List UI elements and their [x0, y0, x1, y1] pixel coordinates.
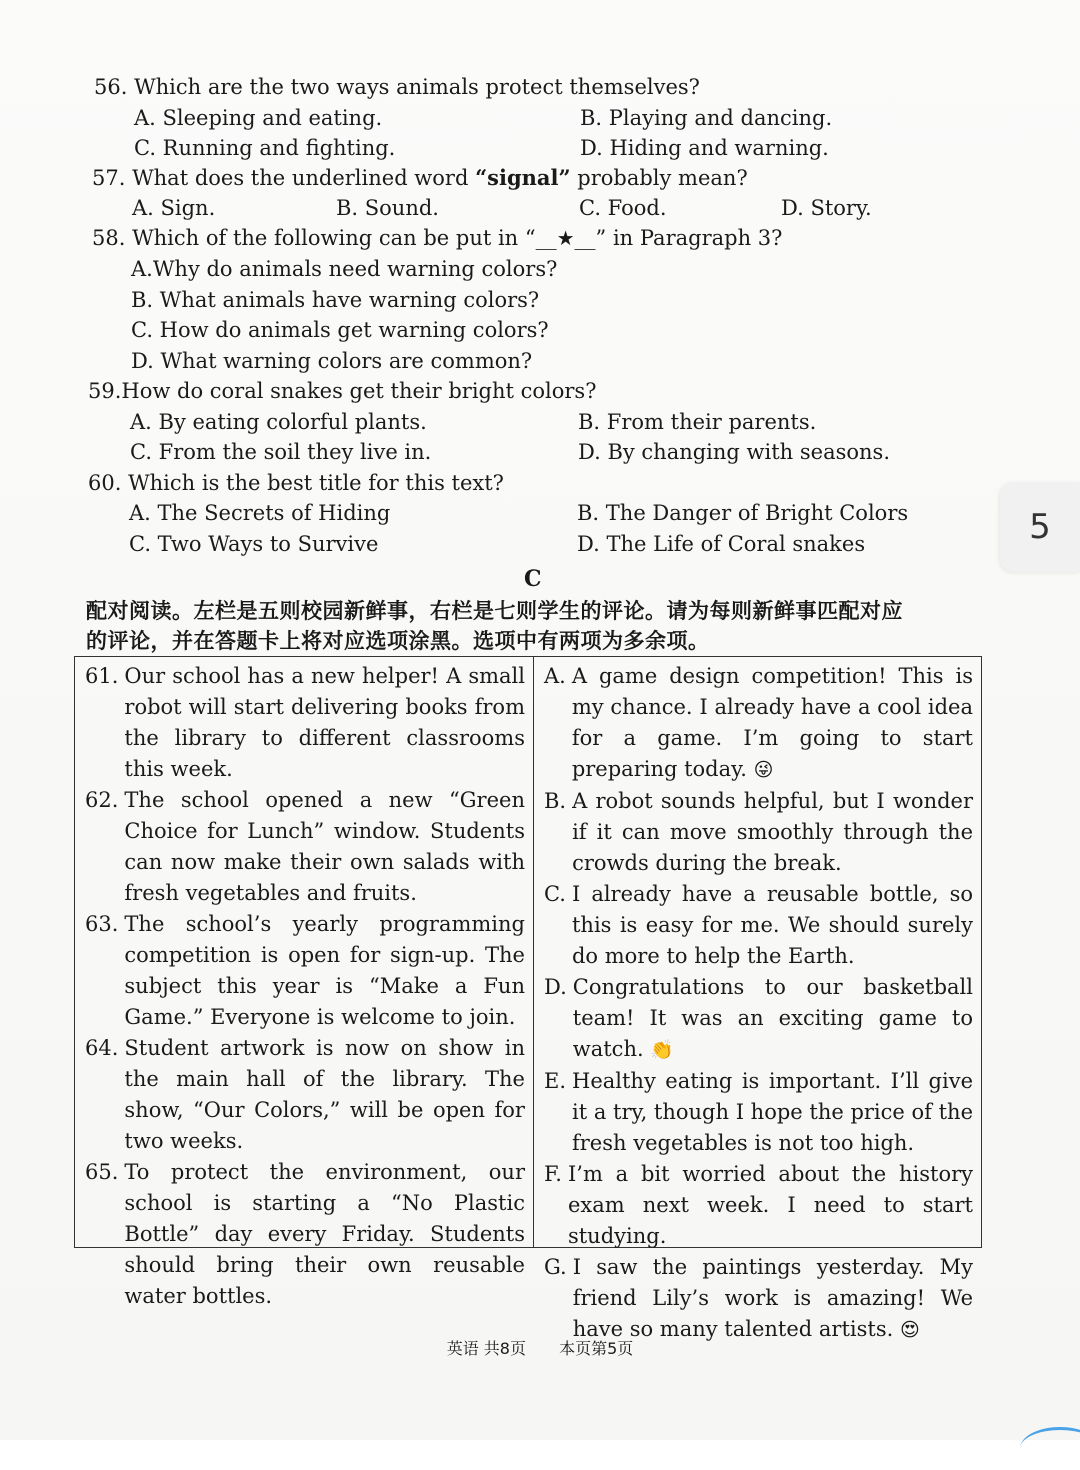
comment-letter: A. — [543, 664, 566, 688]
star-icon: ★ — [556, 226, 575, 250]
question-59-option-c: C. From the soil they live in. — [130, 440, 432, 464]
news-text: Student artwork is now on show in the main hall of the library. The show, “Our Colors,” will be open for two weeks. — [124, 1036, 525, 1153]
heart-eyes-face-icon: 😍 — [899, 1319, 920, 1341]
question-58-stem-prefix: 58. Which of the following can be put in “__ — [92, 226, 557, 250]
news-number: 62. — [85, 788, 119, 812]
question-58-option-c: C. How do animals get warning colors? — [131, 318, 549, 342]
question-58-option-a: A.Why do animals need warning colors? — [131, 257, 558, 281]
comment-body: I saw the paintings yesterday. My friend Lily’s work is amazing! We have so many talented artists. — [572, 1255, 973, 1341]
question-56-option-c: C. Running and fighting. — [134, 136, 396, 160]
news-number: 64. — [85, 1036, 119, 1060]
comment-text — [572, 661, 973, 786]
news-text: To protect the environment, our school is starting a “No Plastic Bottle” day every Friday. Students should bring their own reusable water bottles. — [124, 1160, 525, 1308]
comment-letter: E. — [543, 1069, 566, 1093]
footer-subject: 英语 共8页 — [446, 1339, 526, 1358]
comment-text — [573, 972, 973, 1066]
comment-item-d — [544, 972, 973, 1066]
question-60-option-b: B. The Danger of Bright Colors — [577, 501, 909, 525]
news-text: Our school has a new helper! A small robot will start delivering books from the library to different classrooms this week. — [124, 664, 525, 781]
page-footer — [0, 1336, 1080, 1359]
question-56-option-d: D. Hiding and warning. — [580, 136, 829, 160]
news-text: The school opened a new “Green Choice for Lunch” window. Students can now make their own salads with fresh vegetables and fruits. — [124, 788, 525, 905]
comment-letter: G. — [543, 1255, 567, 1279]
comment-item-e — [544, 1066, 973, 1159]
section-c-heading: C — [524, 566, 542, 592]
news-item-64 — [85, 1033, 525, 1157]
question-58-option-b: B. What animals have warning colors? — [131, 288, 540, 312]
news-text: The school’s yearly programming competition is open for sign-up. The subject this year is “Make a Fun Game.” Everyone is welcome to join. — [124, 912, 525, 1029]
comment-item-a — [544, 661, 973, 786]
page-number-label: 5 — [1029, 507, 1051, 547]
question-59-stem: 59.How do coral snakes get their bright colors? — [88, 379, 597, 403]
news-item-62 — [85, 785, 525, 909]
news-number: 65. — [85, 1160, 119, 1184]
question-57-option-c: C. Food. — [579, 196, 667, 220]
question-57-stem — [92, 163, 748, 193]
question-56-option-b: B. Playing and dancing. — [580, 106, 833, 130]
comment-letter: F. — [543, 1162, 562, 1186]
comment-text: I already have a reusable bottle, so this is easy for me. We should surely do more to help the Earth. — [571, 882, 973, 968]
question-56-stem: 56. Which are the two ways animals protect themselves? — [94, 75, 700, 99]
question-57-option-a: A. Sign. — [132, 196, 216, 220]
question-57-signal-word: “signal” — [475, 165, 571, 190]
question-57-stem-suffix: probably mean? — [570, 166, 748, 190]
comment-text: Healthy eating is important. I’ll give it a try, though I hope the price of the fresh vegetables is not too high. — [572, 1069, 973, 1155]
comment-item-b — [544, 786, 973, 879]
comment-text: A robot sounds helpful, but I wonder if it can move smoothly through the crowds during the break. — [572, 789, 973, 875]
winking-face-icon: 😜 — [753, 759, 774, 781]
section-c-instruction-line-1: 配对阅读。左栏是五则校园新鲜事，右栏是七则学生的评论。请为每则新鲜事匹配对应 — [86, 599, 903, 623]
comments-column — [534, 657, 981, 1341]
matching-table — [74, 656, 982, 1341]
comment-letter: C. — [543, 882, 566, 906]
question-60-option-a: A. The Secrets of Hiding — [129, 501, 391, 525]
news-item-63 — [85, 909, 525, 1033]
question-56-option-a: A. Sleeping and eating. — [134, 106, 383, 130]
question-58-option-d: D. What warning colors are common? — [131, 349, 533, 373]
comment-item-c — [544, 879, 973, 972]
question-60-option-d: D. The Life of Coral snakes — [577, 532, 866, 556]
news-column — [75, 657, 534, 1308]
question-58-stem-suffix: __” in Paragraph 3? — [574, 226, 783, 250]
comment-body: A game design competition! This is my chance. I already have a cool idea for a game. I’m going to start preparing today. — [571, 664, 973, 781]
question-57-option-d: D. Story. — [781, 196, 872, 220]
comment-letter: B. — [543, 789, 567, 813]
question-57-option-b: B. Sound. — [336, 196, 439, 220]
question-59-option-b: B. From their parents. — [578, 410, 817, 434]
section-c-instruction-line-2: 的评论，并在答题卡上将对应选项涂黑。选项中有两项为多余项。 — [86, 629, 710, 653]
question-60-stem: 60. Which is the best title for this text? — [88, 471, 504, 495]
question-59-option-d: D. By changing with seasons. — [578, 440, 890, 464]
clapping-hands-icon: 👏 — [650, 1039, 675, 1061]
footer-page: 本页第5页 — [559, 1339, 634, 1358]
news-item-61 — [85, 661, 525, 785]
comment-body: Congratulations to our basketball team! It was an exciting game to watch. — [572, 975, 973, 1061]
news-number: 61. — [85, 664, 119, 688]
news-number: 63. — [85, 912, 119, 936]
page-number-tab[interactable] — [1000, 482, 1080, 572]
question-59-option-a: A. By eating colorful plants. — [130, 410, 427, 434]
question-57-stem-prefix: 57. What does the underlined word — [92, 166, 476, 190]
comment-text: I’m a bit worried about the history exam next week. I need to start studying. — [567, 1162, 973, 1248]
comment-text — [573, 1252, 973, 1346]
corner-arc-decoration — [1020, 1427, 1080, 1470]
comment-item-g — [544, 1252, 973, 1346]
question-58-stem — [92, 223, 782, 253]
comment-item-f — [544, 1159, 973, 1252]
news-item-65 — [85, 1157, 525, 1312]
question-60-option-c: C. Two Ways to Survive — [129, 532, 379, 556]
comment-letter: D. — [543, 975, 567, 999]
